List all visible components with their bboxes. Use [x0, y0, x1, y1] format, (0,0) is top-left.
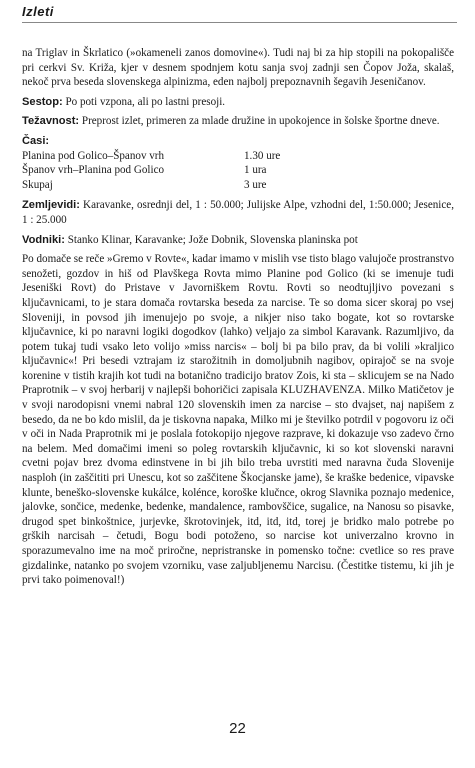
running-header: Izleti — [22, 4, 457, 23]
vodniki-paragraph — [22, 233, 454, 248]
time-cell: 1 ura — [244, 164, 267, 177]
vodniki-text: Stanko Klinar, Karavanke; Jože Dobnik, Slovenska planinska pot — [64, 233, 358, 246]
main-paragraph: Po domače se reče »Gremo v Rovte«, kadar imamo v mislih vse tisto blago valujoče prostranstvo senožeti, gozdov in hiš od Plavškega Rovta mimo Planine pod Golico (ki se imenuje tudi Jeseniški Rovt) do Pristave v Javorniškem Rovtu. Rovti so neodtujljivo povezani s ključavnicami, to je stara domača rovtarska beseda za narcise. Te so doma sicer skoraj po vsej Sloveniji, in povsod jih imenujejo po svoje, a nikjer niso tako bogate, kot so rovtarske ključavnice, ki po naravni logiki dogodkov (lahko) veljajo za simbol Karavank. Razumljivo, da potem tukaj tudi vsako leto volijo »miss narcis« – bolj bi pa bilo prav, da bi volili »kraljico ključavnic«! Pri besedi vztrajam iz starožitnih in domoljubnih nagibov, opirajoč se na svoje korenine v tistih krajih kot tudi na botanično tradicijo bratov Zois, ki sta – sklicujem se na Nado Praprotnik – v svoj herbarij v najlepši bohoričici zapisala KLUZHAVENZA. Milko Matičetov je v svoji narodopisni vnemi nabral 120 slovenskih imen za narcise – sto dvajset, naj napišem z besedo, da ne bo kdo mislil, da je tiskovna napaka, Milko mi je številko potrdil v pogovoru iz oči v oči in Nada Praprotnik mi je poslala fotokopijo njegove razprave, ki dokazuje vso zadevo črno na belem. Med domačimi imeni so poleg rovtarskih ključavnic, ki so kot slovenski naravni cvetni pojav brez dvoma edinstvene in bi jih bilo treba uvrstiti med naravna čuda Slovenije nasploh (in zaščititi pri Unescu, kot so zaščitene Škocjanske jame), še kraške bedenice, vipavske klunte, beneško-slovenske kukálce, kolénce, koroške klučnce, okrog Slavnika poznajo medenice, jalovke, sončice, medenke, bedenke, mandalence, rambovščice, sugalice, na Nanosu so pisavke, drugod spet binkoštnice, jurjevke, škrotovinjek, itd, itd, itd, torej je bridko malo potrebe po grških narcisah – četudi, Bogu bodi potoženo, so narcise kot univerzalno krovno in sporazumevalno ime na moč priročne, nepristranske in pomensko točne: cvetlice so res prave gizdalinke, natanko po svojem vzorniku, vase zaljubljenemu Narcisu. (Čestitke tistemu, ki jih je prvi tako poimenoval!) — [22, 253, 454, 587]
time-cell: 1.30 ure — [244, 149, 281, 162]
tezavnost-paragraph — [22, 114, 454, 129]
route-cell: Skupaj — [22, 178, 53, 191]
page-number: 22 — [229, 720, 246, 737]
time-cell: 3 ure — [244, 178, 267, 191]
route-cell: Planina pod Golico–Španov vrh — [22, 149, 165, 162]
zemljevidi-label: Zemljevidi: — [22, 199, 80, 212]
route-cell: Španov vrh–Planina pod Golico — [22, 164, 165, 177]
tezavnost-text: Preprost izlet, primeren za mlade družine in upokojence in šolske športne dneve. — [79, 115, 440, 128]
zemljevidi-text: Karavanke, osrednji del, 1 : 50.000; Julijske Alpe, vzhodni del, 1:50.000; Jesenice, 1 : 25.000 — [22, 199, 454, 226]
page-body — [22, 46, 454, 593]
zemljevidi-paragraph — [22, 198, 454, 227]
casi-label: Časi: — [22, 134, 50, 147]
times-table — [22, 149, 280, 193]
table-row — [22, 163, 280, 178]
table-row — [22, 178, 280, 193]
table-row — [22, 149, 280, 164]
sestop-paragraph — [22, 95, 454, 110]
sestop-text: Po poti vzpona, ali po lastni presoji. — [62, 95, 226, 108]
tezavnost-label: Težavnost: — [22, 115, 80, 128]
sestop-label: Sestop: — [22, 95, 63, 108]
vodniki-label: Vodniki: — [22, 233, 65, 246]
intro-paragraph: na Triglav in Škrlatico (»okameneli zanos domovine«). Tudi naj bi za hip stopili na pokopališče pri cerkvi Sv. Križa, kjer v desnem spodnjem kotu sanja svoj zadnji sen Čopov Joža, skalaš, nekoč prva beseda slovenskega alpinizma, eden najbolj prepoznavnih šegavih Jeseničanov. — [22, 47, 454, 89]
